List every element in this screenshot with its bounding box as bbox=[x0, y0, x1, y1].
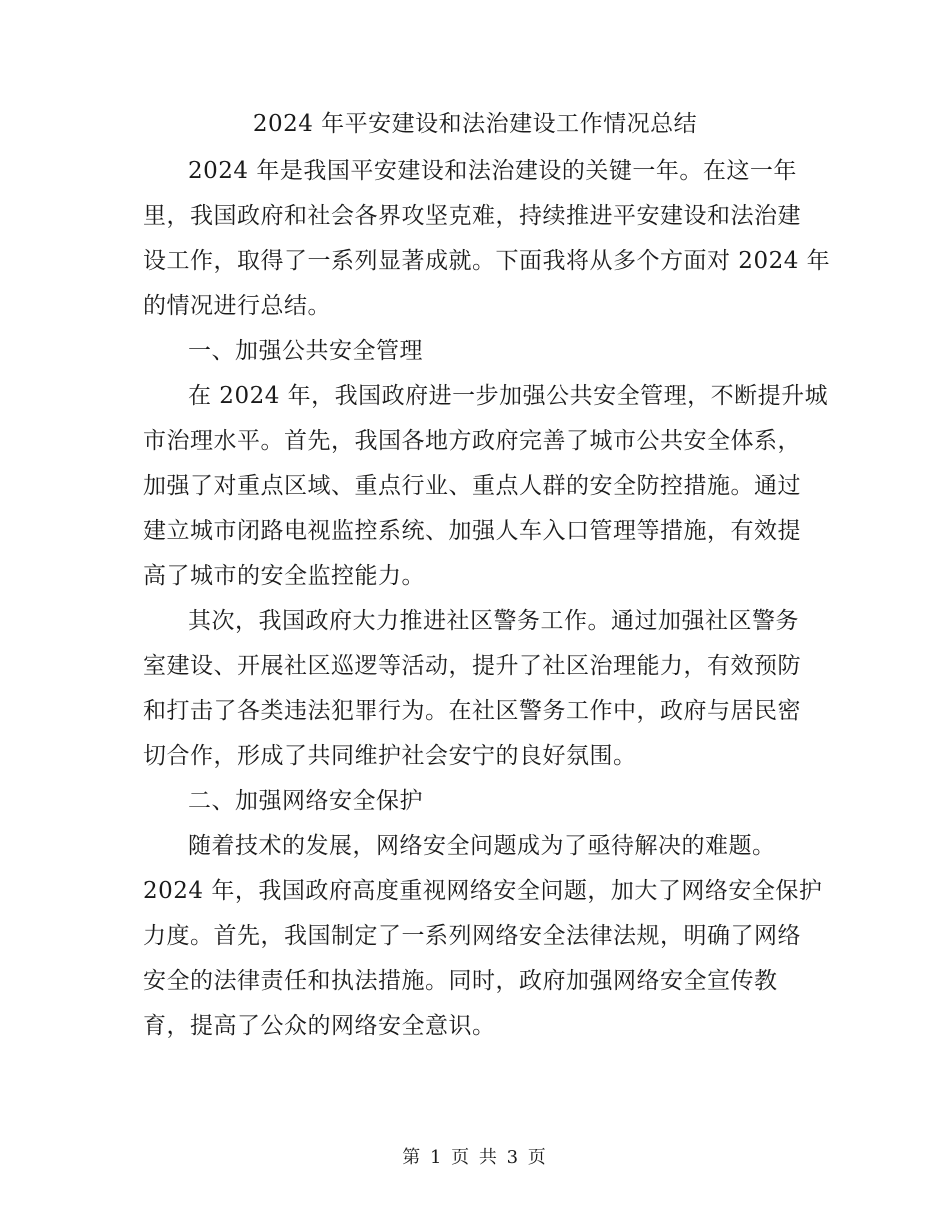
paragraph-line: 室建设、开展社区巡逻等活动，提升了社区治理能力，有效预防 bbox=[143, 653, 801, 679]
paragraph-line: 里，我国政府和社会各界攻坚克难，持续推进平安建设和法治建 bbox=[143, 203, 801, 229]
paragraph-line: 建立城市闭路电视监控系统、加强人车入口管理等措施，有效提 bbox=[143, 518, 801, 544]
document-title: 2024 年平安建设和法治建设工作情况总结 bbox=[252, 111, 698, 137]
section-heading: 二、加强网络安全保护 bbox=[188, 788, 423, 814]
paragraph-line: 其次，我国政府大力推进社区警务工作。通过加强社区警务 bbox=[188, 608, 799, 634]
paragraph-line: 加强了对重点区域、重点行业、重点人群的安全防控措施。通过 bbox=[143, 473, 801, 499]
section-heading: 一、加强公共安全管理 bbox=[188, 338, 423, 364]
paragraph-line: 设工作，取得了一系列显著成就。下面我将从多个方面对 2024 年 bbox=[143, 248, 831, 274]
paragraph-line: 在 2024 年，我国政府进一步加强公共安全管理，不断提升城 bbox=[188, 383, 829, 409]
paragraph-line: 和打击了各类违法犯罪行为。在社区警务工作中，政府与居民密 bbox=[143, 698, 801, 724]
paragraph-line: 随着技术的发展，网络安全问题成为了亟待解决的难题。 bbox=[188, 833, 776, 859]
page-number-footer: 第 1 页 共 3 页 bbox=[402, 1147, 548, 1168]
paragraph-line: 2024 年是我国平安建设和法治建设的关键一年。在这一年 bbox=[188, 158, 797, 184]
paragraph-line: 高了城市的安全监控能力。 bbox=[143, 563, 425, 589]
paragraph-line: 2024 年，我国政府高度重视网络安全问题，加大了网络安全保护 bbox=[143, 878, 823, 904]
paragraph-line: 育，提高了公众的网络安全意识。 bbox=[143, 1013, 496, 1039]
paragraph-line: 力度。首先，我国制定了一系列网络安全法律法规，明确了网络 bbox=[143, 923, 801, 949]
paragraph-line: 安全的法律责任和执法措施。同时，政府加强网络安全宣传教 bbox=[143, 968, 778, 994]
paragraph-line: 切合作，形成了共同维护社会安宁的良好氛围。 bbox=[143, 743, 637, 769]
paragraph-line: 的情况进行总结。 bbox=[143, 293, 331, 319]
paragraph-line: 市治理水平。首先，我国各地方政府完善了城市公共安全体系， bbox=[143, 428, 801, 454]
